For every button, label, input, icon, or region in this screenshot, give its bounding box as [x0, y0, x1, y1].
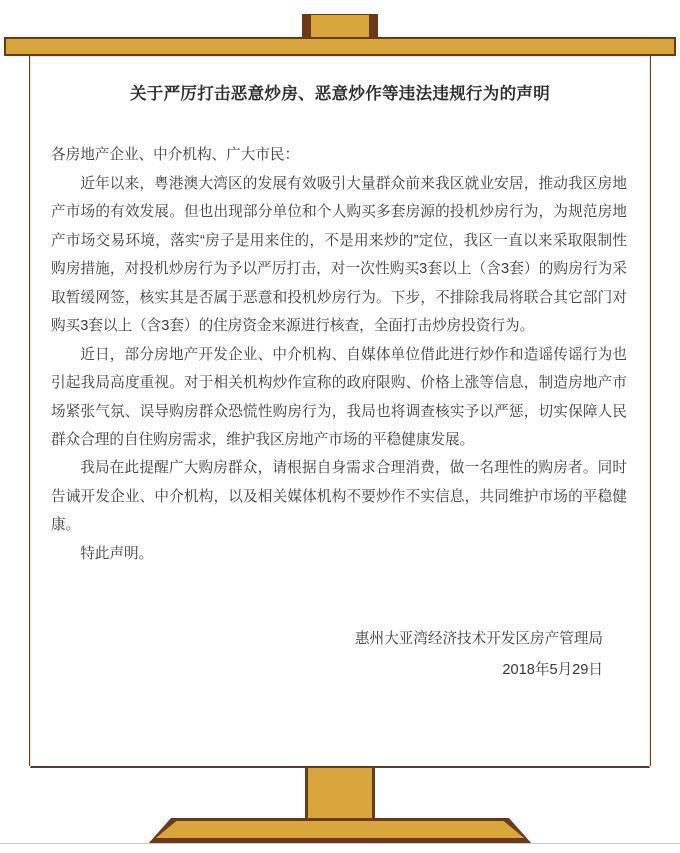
signature-organization: 惠州大亚湾经济技术开发区房产管理局 — [354, 631, 603, 648]
salutation: 各房地产企业、中介机构、广大市民： — [51, 147, 300, 164]
board-stand-post — [305, 768, 375, 822]
board-top-tab — [302, 14, 378, 38]
signature-date: 2018年5月29日 — [502, 661, 603, 678]
paragraph-2: 近日，部分房地产开发企业、中介机构、自媒体单位借此进行炒作和造谣传谣行为也引起我局高度重视。对于相关机构炒作宣称的政府限购、价格上涨等信息，制造房地产市场紧张气氛、误导购房群众恐慌性购房行为，我局也将调查核实予以严惩，切实保障人民群众合理的自住购房需求，维护我区房地产市场的平稳健康发展。 — [51, 346, 627, 448]
board-top-tab-left-cap — [303, 15, 311, 38]
document-panel — [30, 56, 650, 768]
page-title: 关于严厉打击恶意炒房、恶意炒作等违法违规行为的声明 — [130, 85, 550, 103]
signature-block — [51, 624, 627, 685]
document-body — [31, 105, 649, 685]
paragraph-3: 我局在此提醒广大购房群众，请根据自身需求合理消费，做一名理性的购房者。同时告诫开发企业、中介机构，以及相关媒体机构不要炒作不实信息，共同维护市场的平稳健康。 — [51, 460, 627, 534]
board-top-rail — [4, 37, 676, 56]
paragraph-4: 特此声明。 — [80, 545, 154, 562]
board-stand-base-inner — [152, 821, 528, 838]
paragraph-1: 近年以来，粤港澳大湾区的发展有效吸引大量群众前来我区就业安居，推动我区房地产市场的有效发展。但也出现部分单位和个人购买多套房源的投机炒房行为，为规范房地产市场交易环境，落实“房子是用来住的，不是用来炒的”定位，我区一直以来采取限制性购房措施，对投机炒房行为予以严厉打击，对一次性购买3套以上（含3套）的购房行为采取暂缓网签，核实其是否属于恶意和投机炒房行为。下步，不排除我局将联合其它部门对购买3套以上（含3套）的住房资金来源进行核查，全面打击炒房投资行为。 — [51, 175, 627, 335]
board-top-tab-right-cap — [369, 15, 377, 38]
floor-line — [0, 843, 680, 844]
